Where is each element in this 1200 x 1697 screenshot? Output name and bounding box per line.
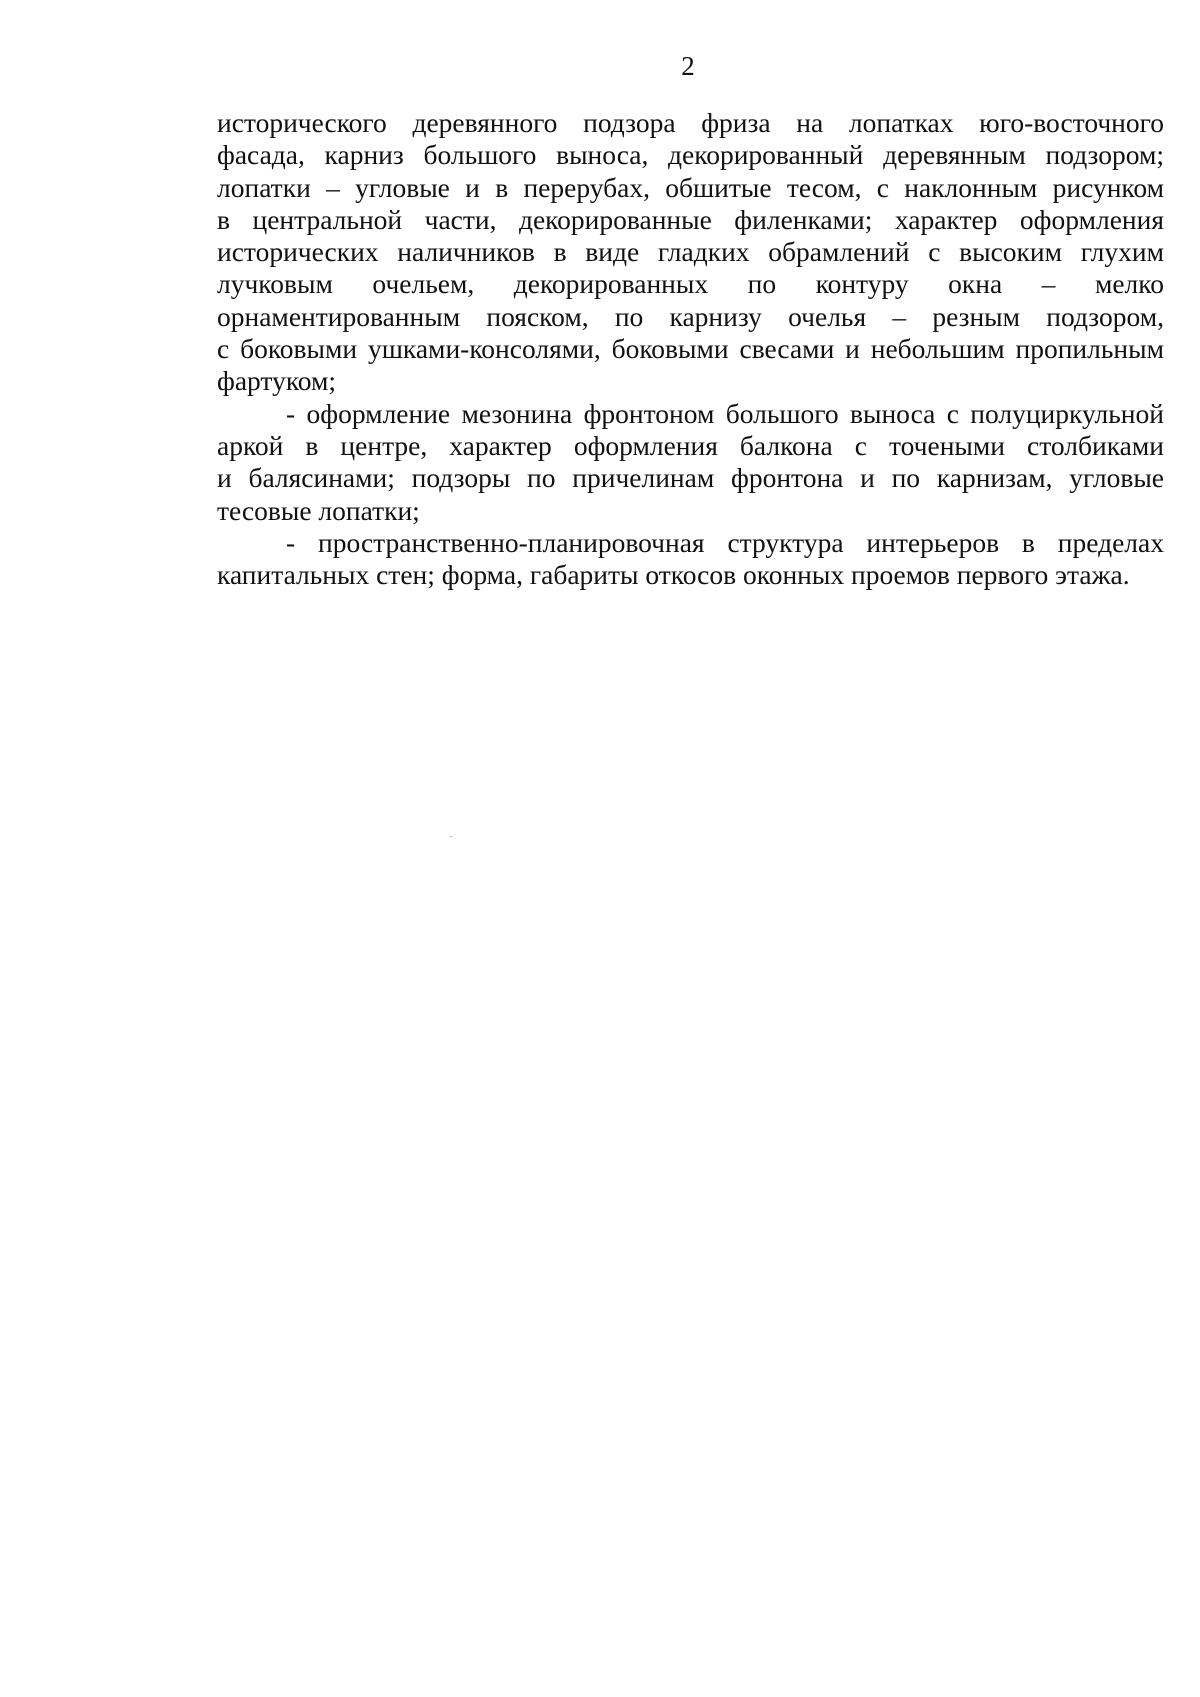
text-line: фасада, карниз большого выноса, декорированный деревянным подзором; [217, 139, 1164, 171]
text-line: - пространственно-планировочная структура интерьеров в пределах [286, 526, 1164, 558]
text-line: с боковыми ушками-консолями, боковыми свесами и небольшим пропильным [217, 333, 1164, 365]
text-line: орнаментированным пояском, по карнизу очелья – резным подзором, [217, 300, 1164, 332]
text-line: фартуком; [217, 365, 337, 397]
text-line: лучковым очельем, декорированных по контуру окна – мелко [217, 268, 1164, 300]
page-number: 2 [681, 51, 695, 81]
text-line: - оформление мезонина фронтоном большого выноса с полуциркульной [286, 397, 1164, 429]
text-line: аркой в центре, характер оформления балкона с точеными столбиками [217, 429, 1164, 461]
text-line: лопатки – угловые и в перерубах, обшитые тесом, с наклонным рисунком [217, 171, 1164, 203]
text-line: и балясинами; подзоры по причелинам фронтона и по карнизам, угловые [217, 462, 1164, 494]
text-line: тесовые лопатки; [217, 494, 420, 526]
text-line: капитальных стен; форма, габариты откосов оконных проемов первого этажа. [217, 559, 1130, 591]
text-line: исторического деревянного подзора фриза на лопатках юго-восточного [217, 107, 1164, 138]
body-text [217, 107, 1164, 591]
text-line: исторических наличников в виде гладких обрамлений с высоким глухим [217, 236, 1164, 268]
text-line: в центральной части, декорированные филенками; характер оформления [217, 203, 1164, 235]
scan-speck [450, 836, 452, 837]
